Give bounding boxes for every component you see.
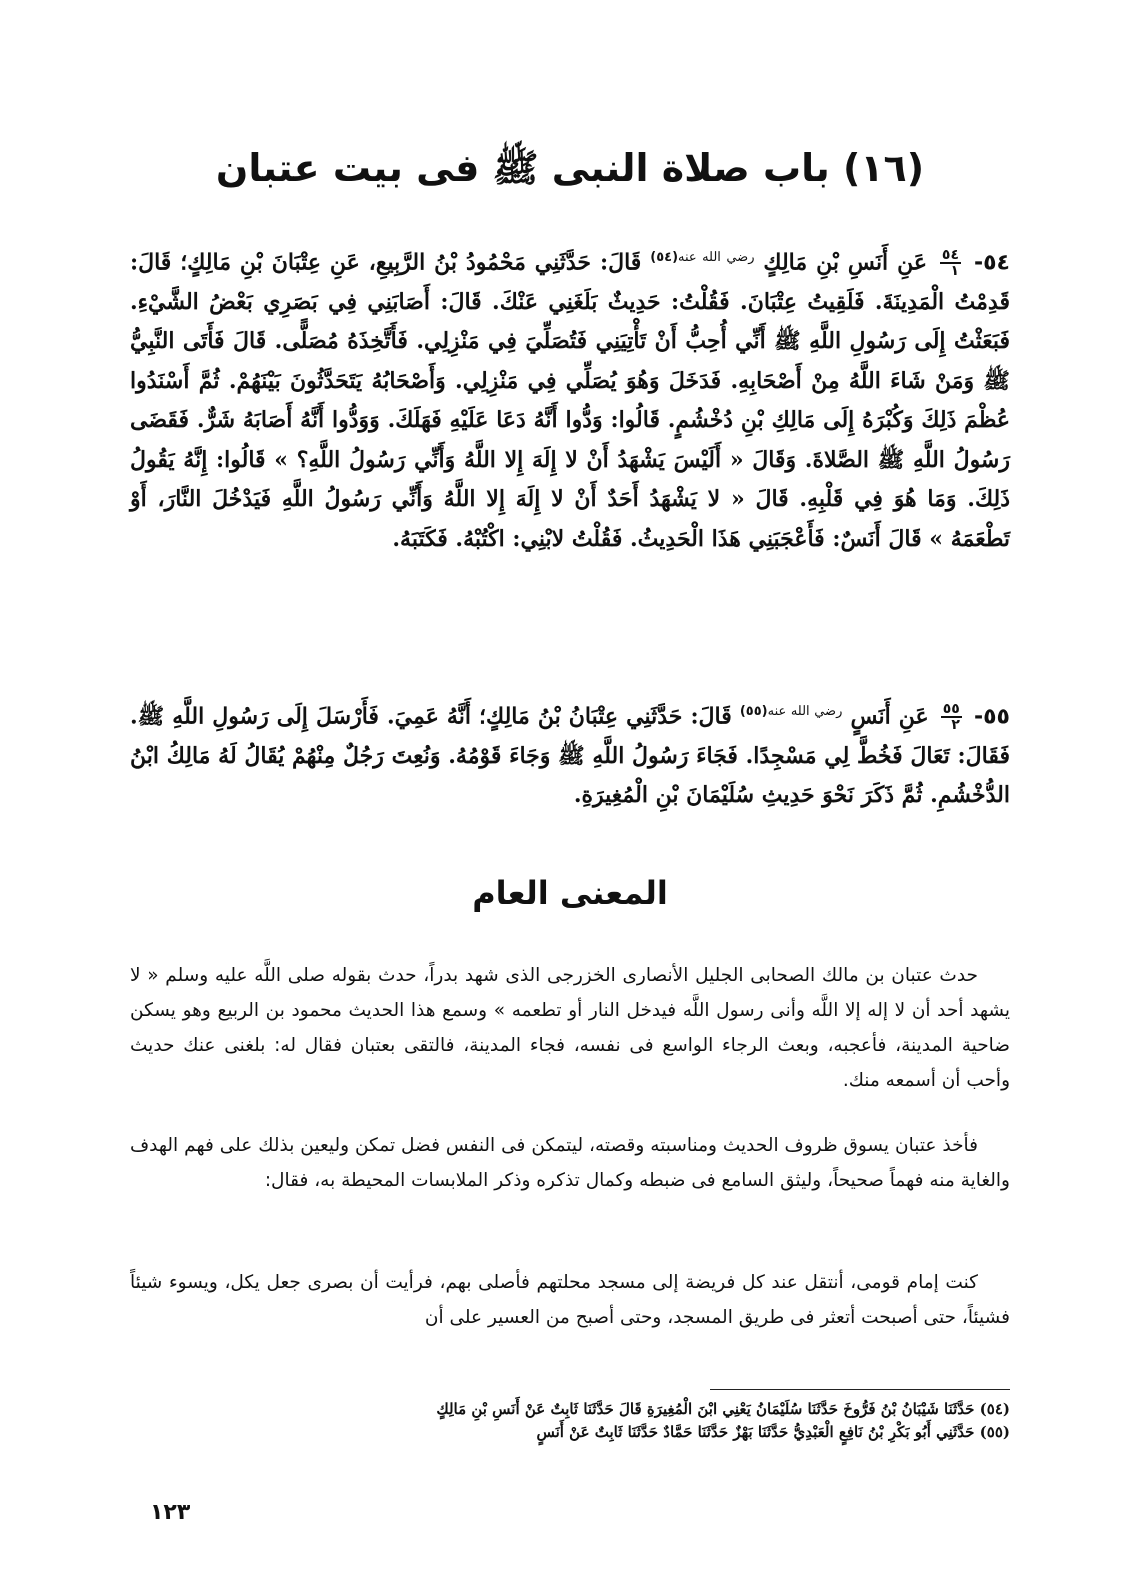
hadith-opening: عَنِ أَنَسٍ (850, 703, 929, 730)
section-title: المعنى العام (472, 874, 668, 912)
fraction-denominator: ٢ (951, 717, 960, 734)
commentary-paragraph: حدث عتبان بن مالك الصحابى الجليل الأنصارى الخزرجى الذى شهد بدراً، حدث بقوله صلى اللَّه عليه وسلم « لا يشهد أحد أن لا إله إلا اللَّه وأنى رسول اللَّه فيدخل النار أو تطعمه » وسمع هذا الحديث محمود بن الربيع وهو يسكن ضاحية المدينة، فأعجبه، وبعث الرجاء الواسع فى نفسه، فجاء المدينة، فالتقى بعتبان فقال له: بلغنى عنك حديث وأحب أن أسمعه منك. (130, 965, 1010, 1091)
honorific-icon: رضي الله عنه (767, 704, 843, 719)
fraction-numerator: ٥٤ (941, 247, 960, 264)
footnotes (130, 1398, 1010, 1444)
hadith-54 (130, 238, 1010, 559)
hadith-55 (130, 692, 1010, 816)
footnote-divider (710, 1389, 1010, 1390)
fraction-denominator: ١ (950, 263, 960, 280)
hadith-number: ٥٤- (973, 250, 1010, 276)
hadith-fraction (940, 248, 961, 278)
page-number: ١٢٣ (150, 1500, 191, 1525)
footnote-54: (٥٤) حَدَّثَنَا شَيْبَانُ بْنُ فَرُّوخَ حَدَّثَنَا سُلَيْمَانُ يَعْنِي ابْنَ الْمُغِيرَةِ قَالَ حَدَّثَنَا ثَابِتٌ عَنْ أَنَسِ بْنِ مَالِكٍ (436, 1400, 1010, 1418)
fraction-numerator: ٥٥ (942, 701, 960, 718)
hadith-opening: عَنِ أَنَسِ بْنِ مَالِكٍ (763, 249, 927, 276)
honorific-icon: رضي الله عنه (678, 250, 755, 265)
footnote-reference[interactable]: (٥٥) (739, 704, 768, 719)
footnote-reference[interactable]: (٥٤) (650, 250, 679, 265)
hadith-text: قَالَ: حَدَّثَنِي مَحْمُودُ بْنُ الرَّبِيعِ، عَنِ عِتْبَانَ بْنِ مَالِكٍ؛ قَالَ: قَدِمْتُ الْمَدِينَةَ. فَلَقِيتُ عِتْبَانَ. فَقُلْتُ: حَدِيثٌ بَلَغَنِي عَنْكَ. قَالَ: أَصَابَنِي فِي بَصَرِي بَعْضُ الشَّيْءِ. فَبَعَثْتُ إِلَى رَسُولِ اللَّهِ ﷺ أَنِّي أُحِبُّ أَنْ تَأْتِيَنِي فَتُصَلِّيَ فِي مَنْزِلِي. فَأَتَّخِذَهُ مُصَلًّى. قَالَ فَأَتَى النَّبِيُّ ﷺ وَمَنْ شَاءَ اللَّهُ مِنْ أَصْحَابِهِ. فَدَخَلَ وَهُوَ يُصَلِّي فِي مَنْزِلِي. وَأَصْحَابُهُ يَتَحَدَّثُونَ بَيْنَهُمْ. ثُمَّ أَسْنَدُوا عُظْمَ ذَلِكَ وَكُبْرَهُ إِلَى مَالِكِ بْنِ دُخْشُمٍ. قَالُوا: وَدُّوا أَنَّهُ دَعَا عَلَيْهِ فَهَلَكَ. وَوَدُّوا أَنَّهُ أَصَابَهُ شَرٌّ. فَقَضَى رَسُولُ اللَّهِ ﷺ الصَّلاةَ. وَقَالَ « أَلَيْسَ يَشْهَدُ أَنْ لا إِلَهَ إِلا اللَّهُ وَأَنِّي رَسُولُ اللَّهِ؟ » قَالُوا: إِنَّهُ يَقُولُ ذَلِكَ. وَمَا هُوَ فِي قَلْبِهِ. قَالَ « لا يَشْهَدُ أَحَدٌ أَنْ لا إِلَهَ إِلا اللَّهُ وَأَنِّي رَسُولُ اللَّهِ فَيَدْخُلَ النَّارَ، أَوْ تَطْعَمَهُ » قَالَ أَنَسٌ: فَأَعْجَبَنِي هَذَا الْحَدِيثُ. فَقُلْتُ لابْنِي: اكْتُبْهُ. فَكَتَبَهُ. (130, 249, 1010, 552)
footnote-55: (٥٥) حَدَّثَنِي أَبُو بَكْرِ بْنُ نَافِعٍ الْعَبْدِيُّ حَدَّثَنَا بَهْزٌ حَدَّثَنَا حَمَّادٌ حَدَّثَنَا ثَابِتٌ عَنْ أَنَسٍ (536, 1423, 1010, 1441)
hadith-fraction (941, 702, 962, 732)
book-page (130, 0, 1010, 1585)
hadith-text: قَالَ: حَدَّثَنِي عِتْبَانُ بْنُ مَالِكٍ؛ أَنَّهُ عَمِيَ. فَأَرْسَلَ إِلَى رَسُولِ اللَّهِ ﷺ. فَقَالَ: تَعَالَ فَخُطَّ لِي مَسْجِدًا. فَجَاءَ رَسُولُ اللَّهِ ﷺ وَجَاءَ قَوْمُهُ. وَنُعِتَ رَجُلٌ مِنْهُمْ يُقَالُ لَهُ مَالِكُ ابْنُ الدُّخْشُمِ. ثُمَّ ذَكَرَ نَحْوَ حَدِيثِ سُلَيْمَانَ بْنِ الْمُغِيرَةِ. (130, 703, 1010, 809)
chapter-title: (١٦) باب صلاة النبى ﷺ فى بيت عتبان (215, 146, 925, 190)
commentary-paragraph: كنت إمام قومى، أنتقل عند كل فريضة إلى مسجد محلتهم فأصلى بهم، فرأيت أن بصرى جعل يكل، ويسوء شيئاً فشيئاً، حتى أصبحت أتعثر فى طريق المسجد، وحتى أصبح من العسير على أن (130, 1272, 1010, 1328)
commentary-paragraph: فأخذ عتبان يسوق ظروف الحديث ومناسبته وقصته، ليتمكن فى النفس فضل تمكن وليعين بذلك على فهم الهدف والغاية منه فهماً صحيحاً، وليثق السامع فى ضبطه وكمال تذكره وذكر الملابسات المحيطة به، فقال: (130, 1135, 1010, 1191)
hadith-number: ٥٥- (973, 704, 1010, 730)
